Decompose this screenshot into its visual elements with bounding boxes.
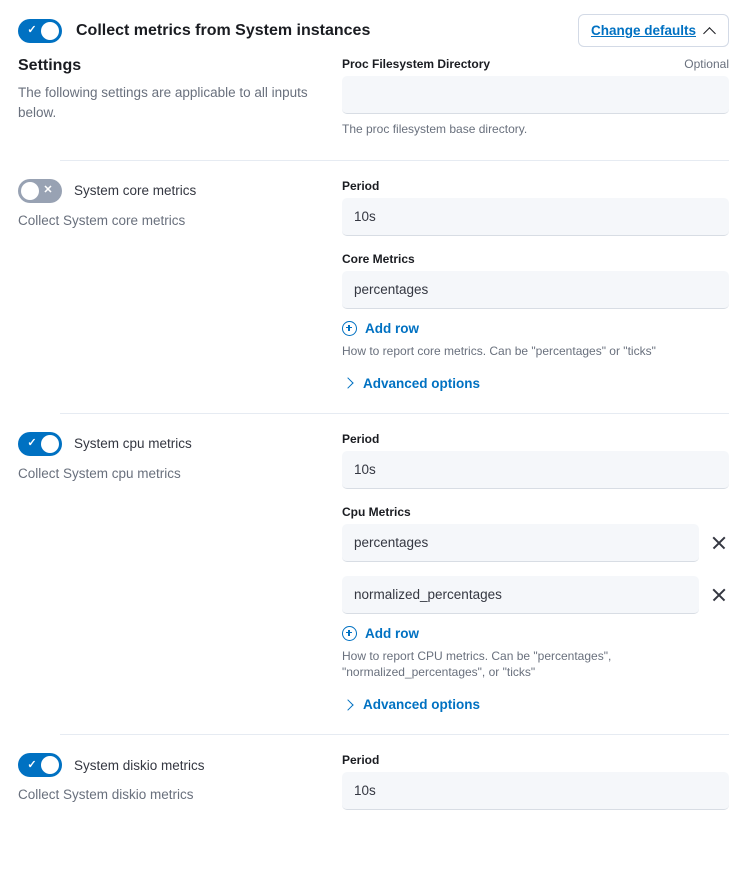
core-period-input[interactable] <box>342 198 729 236</box>
settings-section <box>0 57 749 138</box>
cpu-metrics-row-input-1[interactable] <box>342 524 699 562</box>
toggle-knob <box>41 22 59 40</box>
change-defaults-button[interactable] <box>578 14 729 47</box>
core-period-label-text: Period <box>342 178 380 193</box>
plus-circle-icon <box>342 321 357 336</box>
cpu-metrics-row-input-2[interactable] <box>342 576 699 614</box>
section-system-diskio-metrics <box>0 735 749 810</box>
settings-fields <box>342 57 729 138</box>
cpu-period-label <box>342 432 729 446</box>
system-core-metrics-toggle[interactable] <box>18 179 62 203</box>
remove-row-icon[interactable] <box>709 533 729 553</box>
core-metrics-label <box>342 252 729 266</box>
core-metrics-label-text: Core Metrics <box>342 251 415 266</box>
cpu-period-input[interactable] <box>342 451 729 489</box>
proc-filesystem-directory-input[interactable] <box>342 76 729 114</box>
change-defaults-label: Change defaults <box>590 23 696 38</box>
cpu-metrics-label-text: Cpu Metrics <box>342 504 411 519</box>
section-cpu-fields <box>342 432 729 713</box>
section-core-info <box>18 179 342 391</box>
chevron-right-icon <box>342 377 354 389</box>
toggle-check-icon: ✓ <box>27 24 37 36</box>
diskio-period-input[interactable] <box>342 772 729 810</box>
core-metrics-help: How to report core metrics. Can be "percentages" or "ticks" <box>342 343 656 358</box>
proc-field-optional-tag: Optional <box>684 57 729 71</box>
core-metrics-title: System core metrics <box>74 183 197 199</box>
section-system-cpu-metrics <box>0 414 749 713</box>
section-cpu-info <box>18 432 342 713</box>
cpu-metrics-row <box>342 524 729 562</box>
cpu-advanced-options-button[interactable] <box>342 697 729 712</box>
chevron-right-icon <box>342 699 354 711</box>
diskio-metrics-subtitle: Collect System diskio metrics <box>18 787 194 803</box>
cpu-metrics-row <box>342 576 729 614</box>
cpu-advanced-options-label: Advanced options <box>363 697 481 713</box>
core-advanced-options-button[interactable] <box>342 376 729 391</box>
section-diskio-info <box>18 753 342 810</box>
cpu-metrics-title: System cpu metrics <box>74 436 192 452</box>
toggle-knob <box>41 435 59 453</box>
cpu-period-label-text: Period <box>342 431 380 446</box>
collect-metrics-toggle[interactable] <box>18 19 62 43</box>
diskio-metrics-toggle-row <box>18 753 322 777</box>
plus-circle-icon <box>342 626 357 641</box>
cpu-metrics-subtitle: Collect System cpu metrics <box>18 465 181 481</box>
proc-field-label-text: Proc Filesystem Directory <box>342 57 491 71</box>
system-diskio-metrics-toggle[interactable] <box>18 753 62 777</box>
system-cpu-metrics-toggle[interactable] <box>18 432 62 456</box>
page-title: Collect metrics from System instances <box>76 21 371 39</box>
remove-row-icon[interactable] <box>709 585 729 605</box>
diskio-metrics-title: System diskio metrics <box>74 757 205 773</box>
toggle-knob <box>21 182 39 200</box>
settings-title: Settings <box>18 57 82 74</box>
proc-field-help: The proc filesystem base directory. <box>342 122 528 136</box>
core-metrics-add-row-button[interactable] <box>342 321 729 336</box>
core-metrics-row-input[interactable] <box>342 271 729 309</box>
toggle-check-icon: ✓ <box>27 437 37 450</box>
cpu-metrics-add-row-label: Add row <box>365 625 419 641</box>
section-diskio-fields <box>342 753 729 810</box>
cpu-metrics-add-row-button[interactable] <box>342 626 729 641</box>
core-metrics-subtitle: Collect System core metrics <box>18 212 186 228</box>
cpu-metrics-label <box>342 505 729 519</box>
core-period-label <box>342 179 729 193</box>
cpu-metrics-help: How to report CPU metrics. Can be "percentages", "normalized_percentages", or "ticks" <box>342 648 612 680</box>
section-system-core-metrics <box>0 161 749 391</box>
cpu-metrics-field-group <box>342 505 729 713</box>
diskio-period-label <box>342 753 729 767</box>
settings-info <box>18 57 342 138</box>
core-metrics-add-row-label: Add row <box>365 320 419 336</box>
section-core-fields <box>342 179 729 391</box>
toggle-cross-icon: ✕ <box>43 184 53 197</box>
toggle-check-icon: ✓ <box>27 758 37 771</box>
toggle-knob <box>41 756 59 774</box>
panel-header <box>0 0 749 57</box>
core-advanced-options-label: Advanced options <box>363 375 481 391</box>
core-metrics-field-group <box>342 252 729 391</box>
core-metrics-toggle-row <box>18 179 322 203</box>
diskio-period-label-text: Period <box>342 753 380 768</box>
cpu-metrics-toggle-row <box>18 432 322 456</box>
chevron-up-icon <box>704 25 716 37</box>
settings-description: The following settings are applicable to all inputs below. <box>18 85 308 120</box>
proc-field-label <box>342 57 729 71</box>
